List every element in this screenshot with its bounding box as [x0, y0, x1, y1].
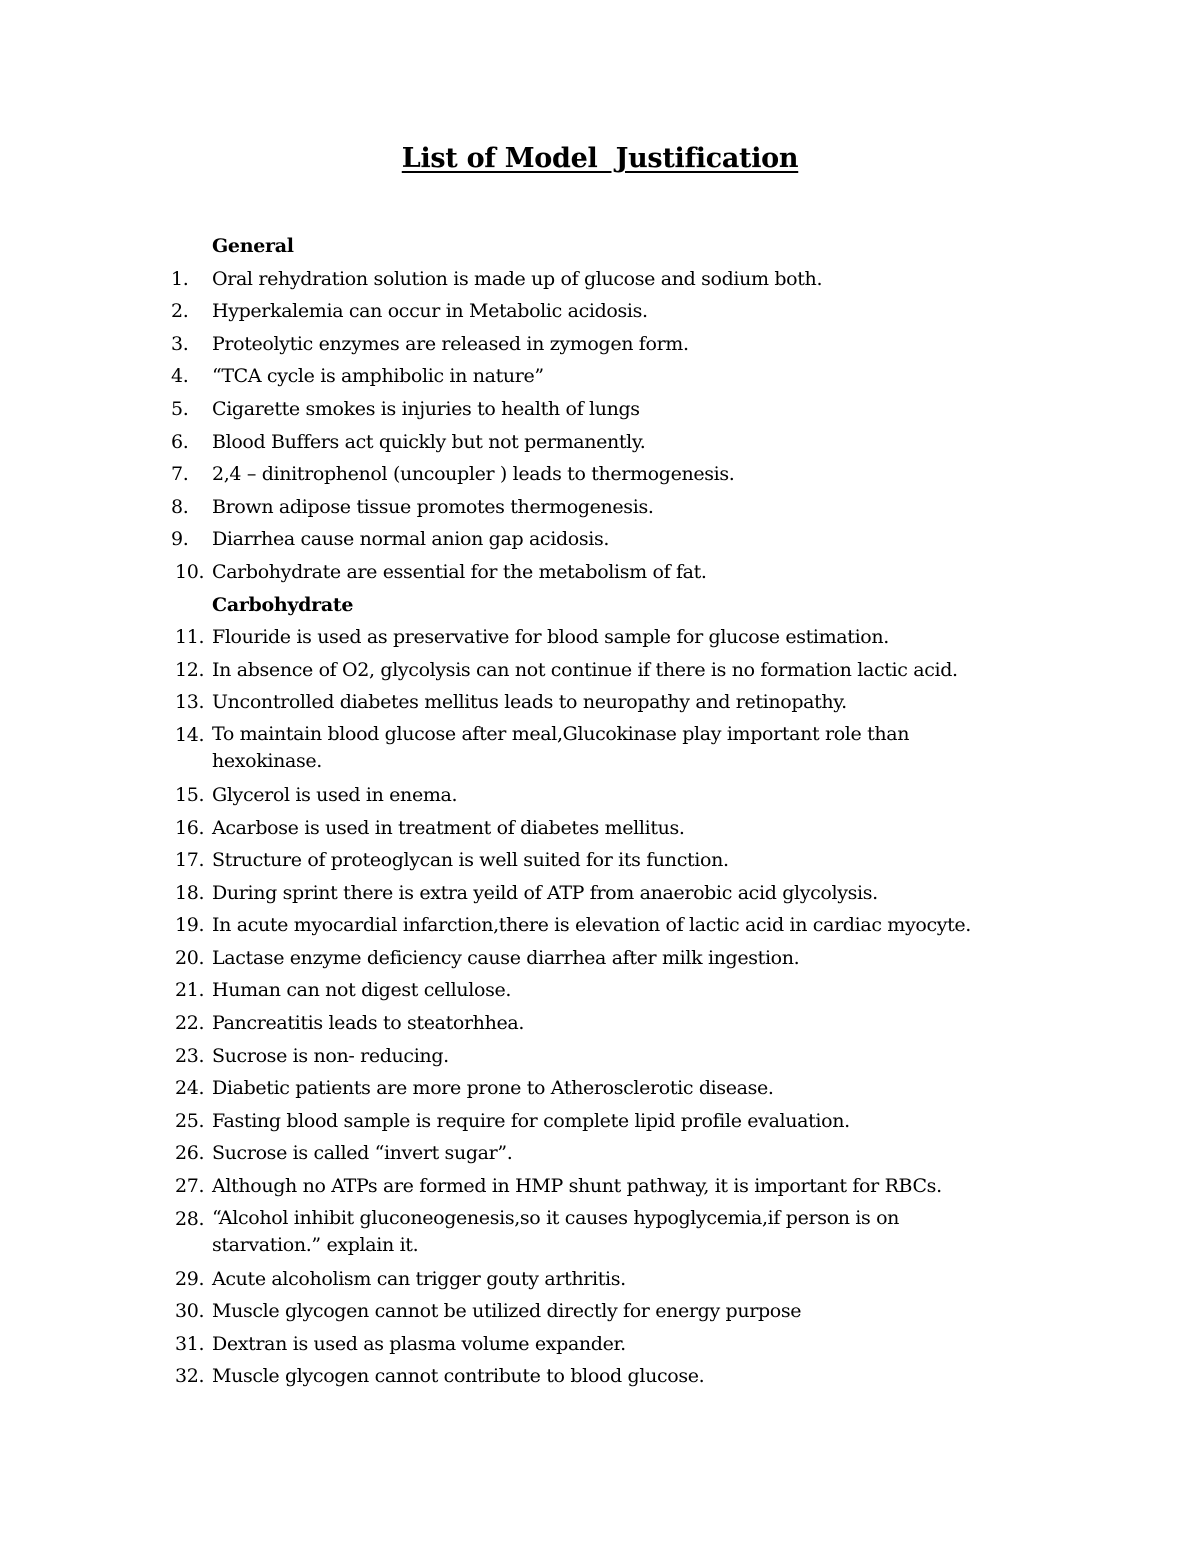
item-text: Diarrhea cause normal anion gap acidosis.	[212, 528, 610, 551]
list-item	[171, 393, 1012, 426]
item-text: Fasting blood sample is require for complete lipid profile evaluation.	[212, 1109, 850, 1132]
item-text: Pancreatitis leads to steatorhhea.	[212, 1012, 525, 1035]
item-number: 6.	[171, 430, 189, 453]
item-number: 23.	[175, 1044, 205, 1067]
item-text: Acute alcoholism can trigger gouty arthritis.	[212, 1267, 626, 1290]
item-number: 14.	[175, 723, 205, 746]
list-item	[175, 812, 1012, 845]
item-number: 30.	[175, 1300, 205, 1323]
list-item	[175, 1072, 1012, 1105]
list-item	[175, 1295, 1012, 1328]
list-item	[171, 523, 1012, 556]
list-item	[171, 328, 1012, 361]
item-number: 24.	[175, 1077, 205, 1100]
item-number: 10.	[175, 560, 205, 583]
item-number: 16.	[175, 816, 205, 839]
item-text: Lactase enzyme deficiency cause diarrhea after milk ingestion.	[212, 946, 800, 969]
item-number: 19.	[175, 914, 205, 937]
list-item	[175, 877, 1012, 910]
list-item	[175, 779, 1012, 812]
item-number: 12.	[175, 658, 205, 681]
list-item	[171, 360, 1012, 393]
list-item	[175, 686, 1012, 719]
item-text: Although no ATPs are formed in HMP shunt pathway, it is important for RBCs.	[212, 1175, 942, 1198]
item-number: 22.	[175, 1012, 205, 1035]
section-heading-general: General	[212, 235, 294, 257]
item-text: Blood Buffers act quickly but not permanently.	[212, 430, 646, 453]
item-text: Hyperkalemia can occur in Metabolic acidosis.	[212, 300, 648, 323]
item-text: Proteolytic enzymes are released in zymogen form.	[212, 332, 689, 355]
item-text: Uncontrolled diabetes mellitus leads to neuropathy and retinopathy.	[212, 691, 847, 714]
list-item	[175, 1328, 1012, 1361]
list-item	[175, 654, 1012, 687]
list-item	[175, 974, 1012, 1007]
list-item	[175, 909, 1012, 942]
item-text: “TCA cycle is amphibolic in nature”	[212, 365, 544, 388]
item-number: 15.	[175, 783, 205, 806]
item-number: 18.	[175, 881, 205, 904]
list-item	[175, 1105, 1012, 1138]
item-text: 2,4 – dinitrophenol (uncoupler ) leads to thermogenesis.	[212, 463, 735, 486]
item-text: Acarbose is used in treatment of diabetes mellitus.	[212, 816, 685, 839]
item-number: 11.	[175, 626, 205, 649]
item-text: Carbohydrate are essential for the metabolism of fat.	[212, 560, 707, 583]
item-number: 25.	[175, 1109, 205, 1132]
item-number: 17.	[175, 849, 205, 872]
item-number: 13.	[175, 691, 205, 714]
item-text: Brown adipose tissue promotes thermogenesis.	[212, 495, 654, 518]
item-number: 27.	[175, 1175, 205, 1198]
item-text: Human can not digest cellulose.	[212, 979, 512, 1002]
item-text: In acute myocardial infarction,there is elevation of lactic acid in cardiac myocyte.	[212, 914, 971, 937]
item-number: 26.	[175, 1142, 205, 1165]
justification-list	[0, 230, 1200, 1393]
list-item	[175, 1360, 1012, 1393]
item-text: Glycerol is used in enema.	[212, 783, 458, 806]
list-item	[175, 719, 1012, 779]
list-item	[175, 556, 1012, 589]
item-text: Dextran is used as plasma volume expander.	[212, 1332, 626, 1355]
item-text: In absence of O2, glycolysis can not continue if there is no formation lactic acid.	[212, 658, 958, 681]
item-number: 3.	[171, 332, 189, 355]
section-heading-carbohydrate: Carbohydrate	[212, 593, 354, 616]
page-title: List of Model Justification	[401, 143, 799, 174]
item-text: Sucrose is called “invert sugar”.	[212, 1142, 513, 1165]
list-item	[171, 491, 1012, 524]
item-number: 21.	[175, 979, 205, 1002]
item-number: 32.	[175, 1365, 205, 1388]
item-text: To maintain blood glucose after meal,Glucokinase play important role than hexokinase.	[212, 722, 910, 772]
item-text: Structure of proteoglycan is well suited for its function.	[212, 849, 729, 872]
item-number: 2.	[171, 300, 189, 323]
list-item	[175, 844, 1012, 877]
item-number: 31.	[175, 1332, 205, 1355]
item-text: Flouride is used as preservative for blood sample for glucose estimation.	[212, 626, 889, 649]
list-item	[175, 1137, 1012, 1170]
item-text: During sprint there is extra yeild of ATP from anaerobic acid glycolysis.	[212, 881, 878, 904]
item-number: 29.	[175, 1267, 205, 1290]
item-number: 7.	[171, 463, 189, 486]
list-item	[175, 1170, 1012, 1203]
list-item	[175, 1203, 1012, 1263]
item-number: 20.	[175, 946, 205, 969]
item-text: Diabetic patients are more prone to Atherosclerotic disease.	[212, 1077, 774, 1100]
list-item	[175, 1263, 1012, 1296]
list-item	[171, 458, 1012, 491]
item-number: 9.	[171, 528, 189, 551]
item-number: 5.	[171, 397, 189, 420]
item-text: Muscle glycogen cannot be utilized directly for energy purpose	[212, 1300, 802, 1323]
list-item	[175, 1007, 1012, 1040]
item-text: Cigarette smokes is injuries to health of lungs	[212, 397, 640, 420]
item-number: 1.	[171, 267, 189, 290]
list-item	[175, 1040, 1012, 1073]
item-number: 8.	[171, 495, 189, 518]
item-number: 4.	[171, 365, 189, 388]
item-number: 28.	[175, 1207, 205, 1230]
list-item	[171, 263, 1012, 296]
list-item	[175, 942, 1012, 975]
item-text: “Alcohol inhibit gluconeogenesis,so it causes hypoglycemia,if person is on starvation.” explain it.	[212, 1206, 900, 1256]
item-text: Sucrose is non- reducing.	[212, 1044, 449, 1067]
item-text: Oral rehydration solution is made up of glucose and sodium both.	[212, 267, 823, 290]
list-item	[171, 426, 1012, 459]
list-item	[171, 295, 1012, 328]
list-item	[175, 621, 1012, 654]
item-text: Muscle glycogen cannot contribute to blood glucose.	[212, 1365, 705, 1388]
